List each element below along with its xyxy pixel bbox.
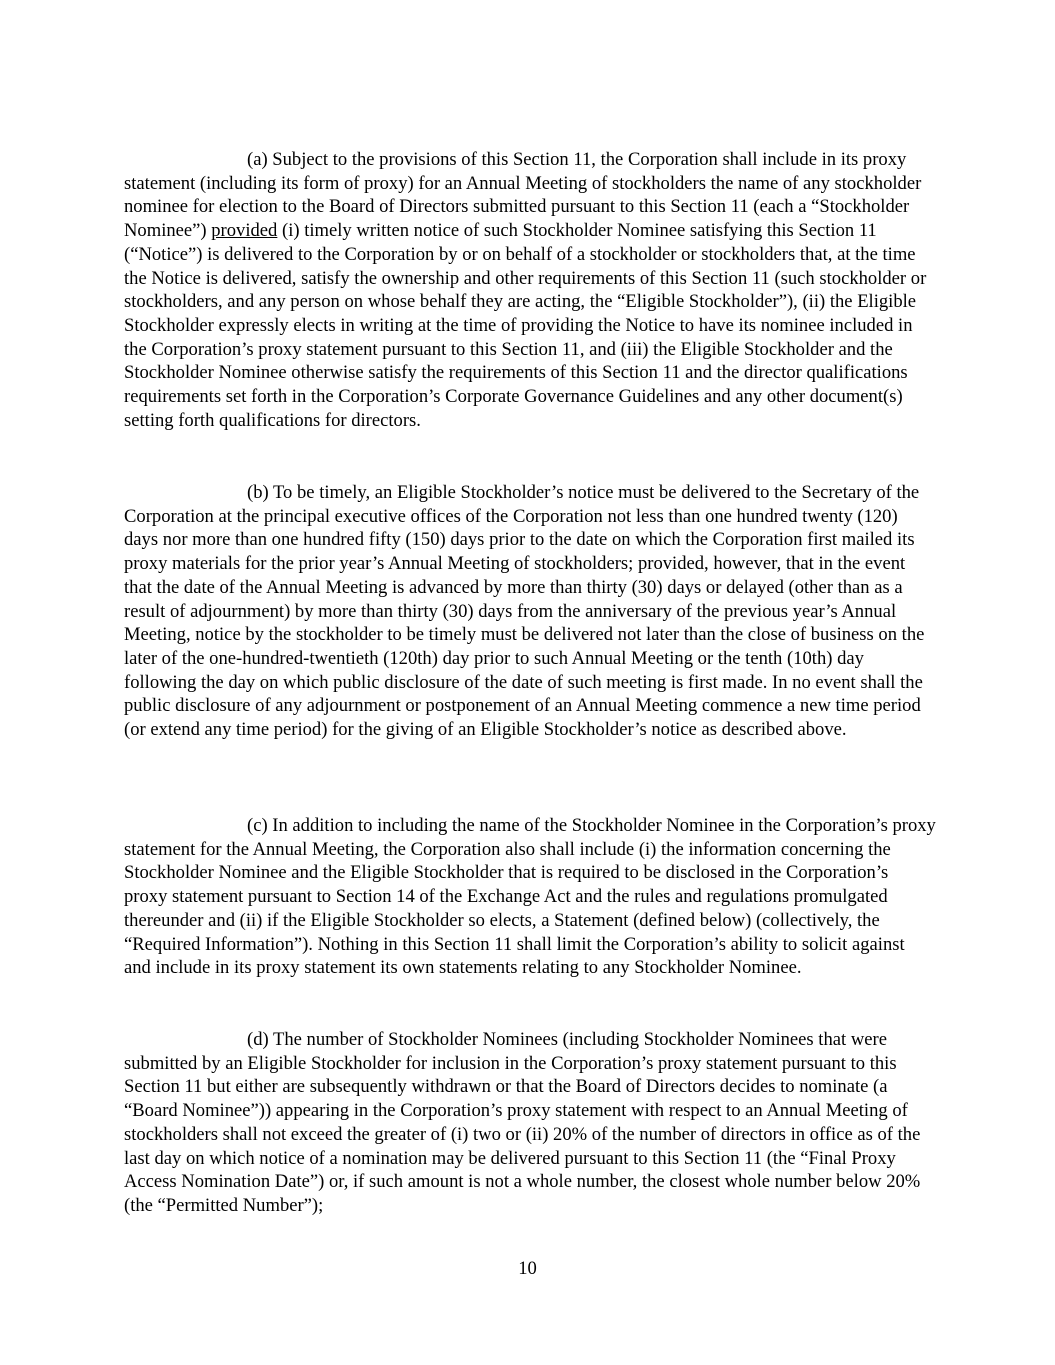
paragraph-a [124, 148, 936, 432]
paragraph-b [124, 481, 936, 742]
paragraph-d [124, 1028, 936, 1218]
paragraph-a-text-part-2: (i) timely written notice of such Stockholder Nominee satisfying this Section 11 (“Notice”) is delivered to the Corporation by or on behalf of a stockholder or stockholders that, at the time the Notice is delivered, satisfy the ownership and other requirements of this Section 11 (such stockholder or stockholders, and any person on whose behalf they are acting, the “Eligible Stockholder”), (ii) the Eligible Stockholder expressly elects in writing at the time of providing the Notice to have its nominee included in the Corporation’s proxy statement pursuant to this Section 11, and (iii) the Eligible Stockholder and the Stockholder Nominee otherwise satisfy the requirements of this Section 11 and the director qualifications requirements set forth in the Corporation’s Corporate Governance Guidelines and any other document(s) setting forth qualifications for directors. [124, 220, 927, 431]
paragraph-c [124, 814, 936, 980]
provided-underlined-term: provided [211, 220, 278, 242]
paragraph-c-text: (c) In addition to including the name of the Stockholder Nominee in the Corporation’s proxy statement for the Annual Meeting, the Corporation also shall include (i) the information concerning the Stockholder Nominee and the Eligible Stockholder that is required to be disclosed in the Corporation’s proxy statement pursuant to Section 14 of the Exchange Act and the rules and regulations promulgated thereunder and (ii) if the Eligible Stockholder so elects, a Statement (defined below) (collectively, the “Required Information”). Nothing in this Section 11 shall limit the Corporation’s ability to solicit against and include in its proxy statement its own statements relating to any Stockholder Nominee. [124, 815, 936, 979]
paragraph-b-text: (b) To be timely, an Eligible Stockholder’s notice must be delivered to the Secretary of the Corporation at the principal executive offices of the Corporation not less than one hundred twenty (120) days nor more than one hundred fifty (150) days prior to the date on which the Corporation first mailed its proxy materials for the prior year’s Annual Meeting of stockholders; provided, however, that in the event that the date of the Annual Meeting is advanced by more than thirty (30) days or delayed (other than as a result of adjournment) by more than thirty (30) days from the anniversary of the previous year’s Annual Meeting, notice by the stockholder to be timely must be delivered not later than the close of business on the later of the one-hundred-twentieth (120th) day prior to such Annual Meeting or the tenth (10th) day following the day on which public disclosure of the date of such meeting is first made. In no event shall the public disclosure of any adjournment or postponement of an Annual Meeting commence a new time period (or extend any time period) for the giving of an Eligible Stockholder’s notice as described above. [124, 482, 925, 741]
paragraph-d-text: (d) The number of Stockholder Nominees (including Stockholder Nominees that were submitted by an Eligible Stockholder for inclusion in the Corporation’s proxy statement pursuant to this Section 11 but either are subsequently withdrawn or that the Board of Directors decides to nominate (a “Board Nominee”)) appearing in the Corporation’s proxy statement with respect to an Annual Meeting of stockholders shall not exceed the greater of (i) two or (ii) 20% of the number of directors in office as of the last day on which notice of a nomination may be delivered pursuant to this Section 11 (the “Final Proxy Access Nomination Date”) or, if such amount is not a whole number, the closest whole number below 20% (the “Permitted Number”); [124, 1029, 921, 1216]
page-number: 10 [518, 1258, 537, 1279]
paragraph-a-text-part-1: (a) Subject to the provisions of this Section 11, the Corporation shall include in its proxy statement (including its form of proxy) for an Annual Meeting of stockholders the name of any stockholder nominee for election to the Board of Directors submitted pursuant to this Section 11 (each a “Stockholder Nominee”) [124, 149, 922, 242]
